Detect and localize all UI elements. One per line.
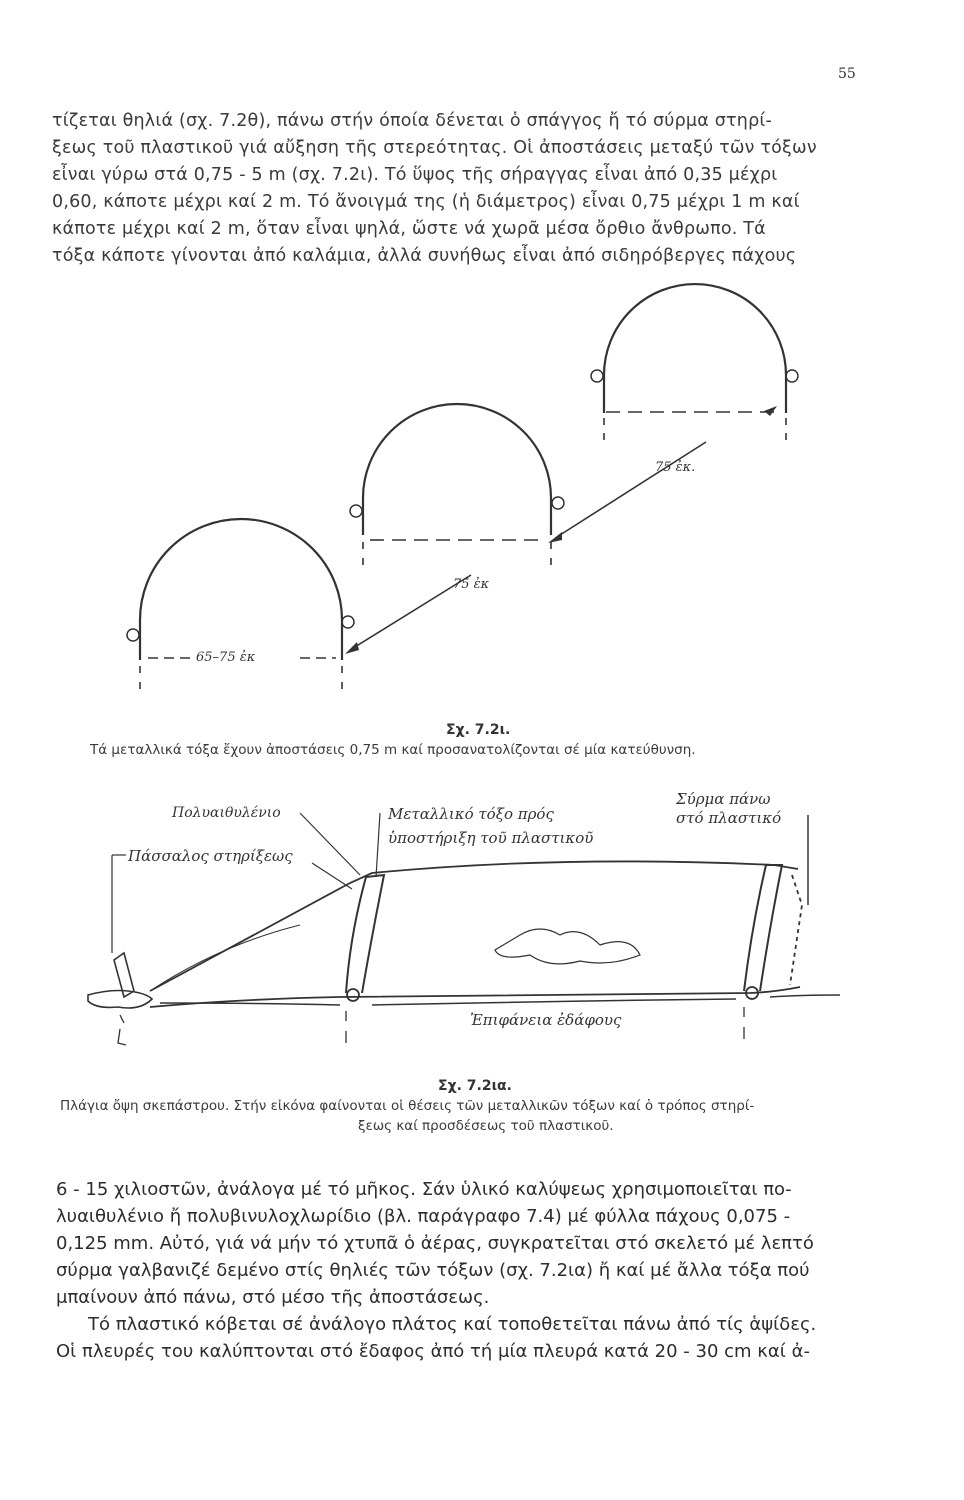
arch-1-loop-left [127,629,139,641]
arch-1-loop-right [342,616,354,628]
page-number: 55 [838,66,856,82]
text-line: 0,60, κάποτε μέχρι καί 2 m. Τό ἄνοιγμά της (ἡ διάμετρος) εἶναι 0,75 μέχρι 1 m καί [52,192,800,212]
text-line: 6 - 15 χιλιοστῶν, ἀνάλογα μέ τό μῆκος. Σάν ὑλικό καλύψεως χρησιμοποιεῖται πο- [56,1179,792,1200]
text-line: τίζεται θηλιά (σχ. 7.2θ), πάνω στήν όποία δένεται ὁ σπάγγος ἤ τό σύρμα στηρί- [52,111,773,131]
figure-1-caption: Τά μεταλλικά τόξα ἔχουν ἀποστάσεις 0,75 m καί προσανατολίζονται σέ μία κατεύθυνση. [90,742,696,758]
figure-side-view [0,785,964,1145]
arch-3-loop-right [786,370,798,382]
text-line: λυαιθυλένιο ἤ πολυβινυλοχλωρίδιο (βλ. παράγραφο 7.4) μέ φύλλα πάχους 0,075 - [56,1206,791,1227]
label-wire-line1: Σύρμα πάνω [676,790,771,808]
label-stake: Πάσσαλος στηρίξεως [128,847,293,865]
arch-2-loop-right [552,497,564,509]
figure-2-caption-line2: ξεως καί προσδέσεως τοῦ πλαστικοῦ. [358,1118,614,1134]
text-line: 0,125 mm. Αὐτό, γιά νά μήν τό χτυπᾶ ὁ ἀέρας, συγκρατεῖται στό σκελετό μέ λεπτό [56,1233,814,1254]
arch-2-loop-left [350,505,362,517]
wire-line [790,875,802,985]
figure-arches [0,270,964,770]
text-line: σύρμα γαλβανιζέ δεμένο στίς θηλιές τῶν τόξων (σχ. 7.2ια) ἤ καί μέ ἄλλα τόξα πού [56,1260,810,1281]
arch-3-loop-left [591,370,603,382]
plastic-fold [150,925,300,991]
stake-knot [88,991,152,1009]
spacing-label-a: 75 ἐκ. [655,460,696,475]
label-polyethylene: Πολυαιθυλένιο [172,805,281,821]
arrow-line-2-3 [560,442,706,535]
arrow-head [345,642,359,654]
arch-2 [363,404,551,535]
arch-side-1 [346,875,384,993]
arches-drawing [0,270,964,770]
arch-1-loop [347,989,359,1001]
text-line: Τό πλαστικό κόβεται σέ ἀνάλογο πλάτος καί τοποθετεῖται πάνω ἀπό τίς ἁψίδες. [88,1314,817,1335]
top-paragraph [52,108,892,270]
leader-arch [376,813,380,877]
arrow-head [764,406,777,416]
text-line: εἶναι γύρω στά 0,75 - 5 m (σχ. 7.2ι). Τό ὕψος τῆς σήραγγας εἶναι ἀπό 0,35 μέχρι [52,165,778,185]
text-line: κάποτε μέχρι καί 2 m, ὅταν εἶναι ψηλά, ὥστε νά χωρᾶ μέσα ὄρθιο ἄνθρωπο. Τά [52,219,766,239]
label-ground: Ἐπιφάνεια ἐδάφους [470,1011,622,1029]
plastic-top-edge [150,861,798,991]
text-line: Οἱ πλευρές του καλύπτονται στό ἔδαφος ἀπό τή μία πλευρά κατά 20 - 30 cm καί ἀ- [56,1341,810,1362]
leader-stake-to-plastic [312,863,352,889]
spacing-label-c: 65–75 ἐκ [196,650,256,665]
arch-side-2 [744,865,782,991]
label-wire-line2: στό πλαστικό [676,809,782,827]
arch-3 [604,284,786,413]
spacing-label-b: 75 ἐκ [453,577,490,592]
label-arch-line2: ὑποστήριξη τοῦ πλαστικοῦ [388,829,594,847]
figure-2-number: Σχ. 7.2ια. [438,1078,512,1094]
label-arch-line1: Μεταλλικό τόξο πρός [388,805,554,823]
plants [495,929,640,964]
figure-1-number: Σχ. 7.2ι. [446,722,511,738]
arch-1 [140,519,342,660]
figure-2-caption-line1: Πλάγια ὄψη σκεπάστρου. Στήν εἰκόνα φαίνονται οἱ θέσεις τῶν μεταλλικῶν τόξων καί ὁ τρόπος στηρί- [60,1098,755,1114]
text-line: μπαίνουν ἀπό πάνω, στό μέσο τῆς ἀποστάσεως. [56,1287,490,1308]
stake-stubs [118,1015,126,1045]
bottom-paragraph [56,1176,906,1365]
text-line: ξεως τοῦ πλαστικοῦ γιά αὔξηση τῆς στερεότητας. Οἱ ἀποστάσεις μεταξύ τῶν τόξων [52,138,817,158]
text-line: τόξα κάποτε γίνονται ἀπό καλάμια, ἀλλά συνήθως εἶναι ἀπό σιδηρόβεργες πάχους [52,246,797,266]
leader-polyethylene [300,813,360,875]
